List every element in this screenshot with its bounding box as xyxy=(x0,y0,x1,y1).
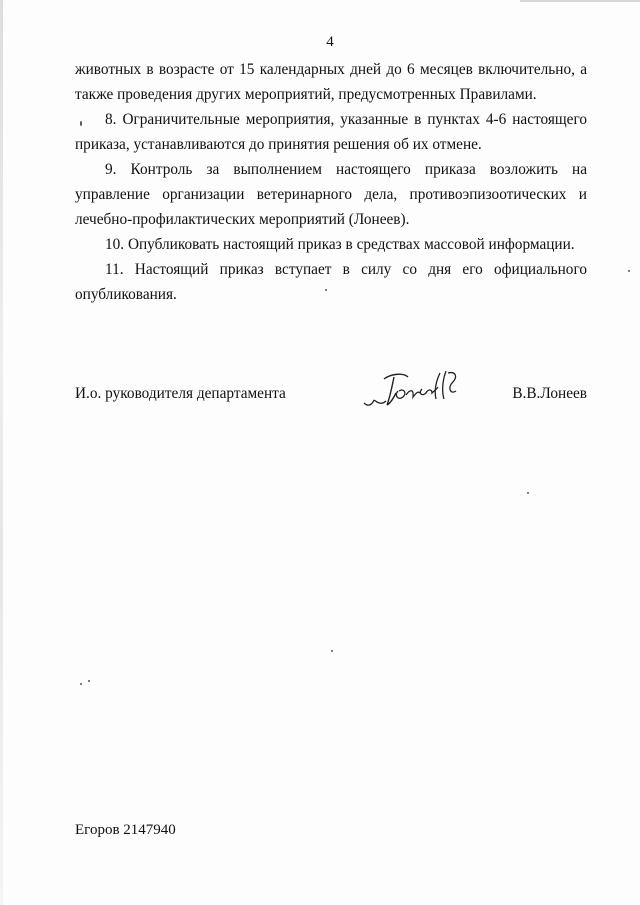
document-body xyxy=(75,57,587,307)
footer-author: Егоров 2147940 xyxy=(75,822,176,838)
scan-speck xyxy=(331,650,333,652)
scan-edge-left xyxy=(0,0,3,905)
signatory-title: И.о. руководителя департамента xyxy=(75,385,286,402)
scan-speck xyxy=(325,289,327,291)
scan-speck xyxy=(80,121,82,126)
scan-speck xyxy=(88,680,90,682)
page-number: 4 xyxy=(326,34,334,50)
scan-speck xyxy=(527,492,529,494)
paragraph-8: 8. Ограничительные мероприятия, указанные в пунктах 4-6 настоящего приказа, устанавливаются до принятия решения об их отмене. xyxy=(75,111,587,153)
paragraph-11: 11. Настоящий приказ вступает в силу со дня его официального опубликования. xyxy=(75,261,587,303)
paragraph-continuation: животных в возрасте от 15 календарных дней до 6 месяцев включительно, а также проведения других мероприятий, предусмотренных Правилами. xyxy=(75,61,587,103)
signature-block xyxy=(75,385,587,413)
scan-speck xyxy=(628,270,630,272)
paragraph-9: 9. Контроль за выполнением настоящего приказа возложить на управление организации ветеринарного дела, противоэпизоотических и лечебно-профилактических мероприятий (Лонеев). xyxy=(75,161,587,228)
scan-edge-top xyxy=(520,0,640,2)
handwritten-signature xyxy=(360,367,465,417)
signatory-name: В.В.Лонеев xyxy=(512,385,587,402)
paragraph-10: 10. Опубликовать настоящий приказ в средствах массовой информации. xyxy=(105,236,575,253)
scan-speck xyxy=(80,683,82,685)
